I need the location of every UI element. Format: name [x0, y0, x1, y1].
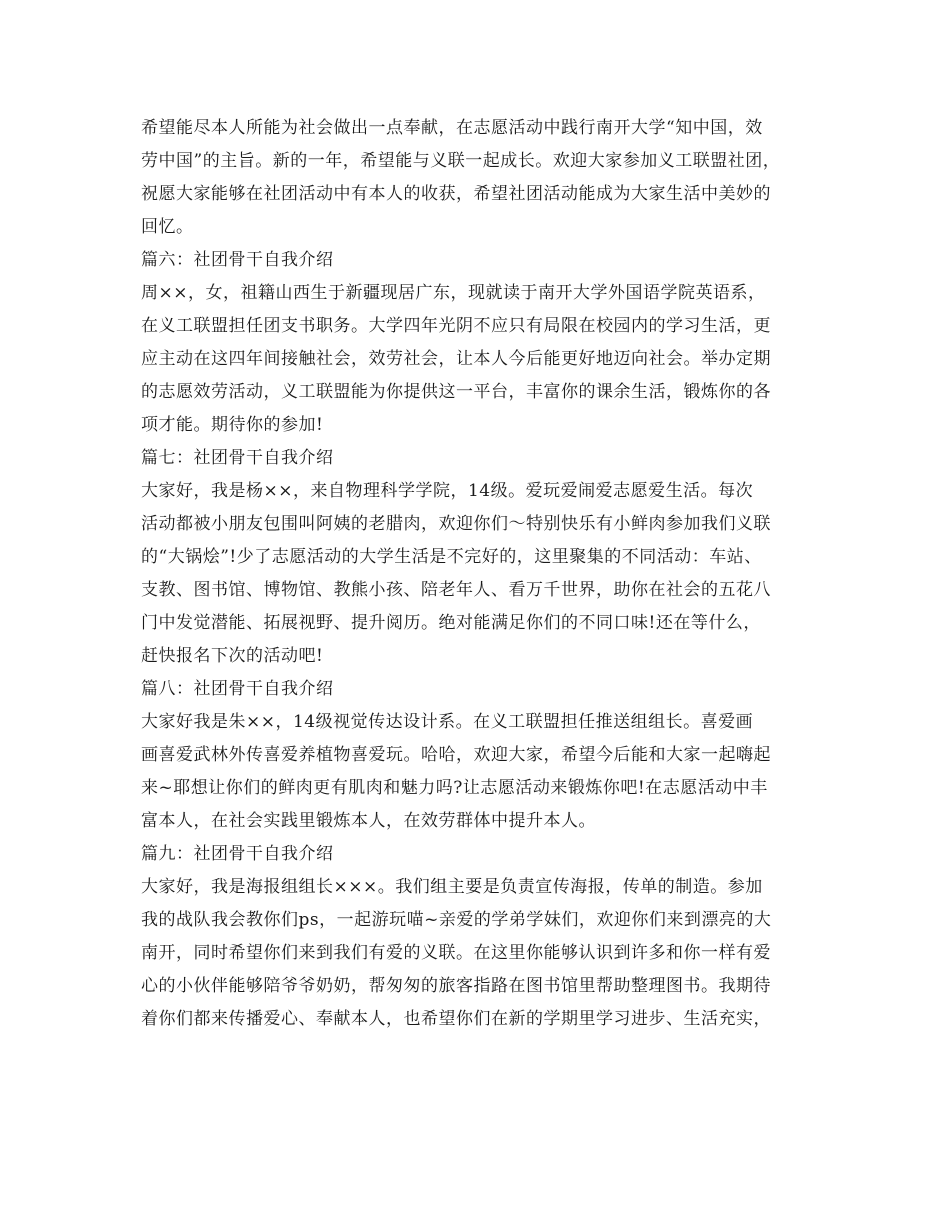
body-text-line: 大家好，我是杨××，来自物理科学学院，14级。爱玩爱闹爱志愿爱生活。每次 [141, 481, 754, 501]
section-heading-6: 篇六：社团骨干自我介绍 [141, 250, 334, 270]
body-text-line: 项才能。期待你的参加! [141, 415, 324, 435]
body-text-line: 心的小伙伴能够陪爷爷奶奶，帮匆匆的旅客指路在图书馆里帮助整理图书。我期待 [141, 976, 771, 996]
body-text-line: 在义工联盟担任团支书职务。大学四年光阴不应只有局限在校园内的学习生活，更 [141, 316, 771, 336]
body-text-line: 富本人，在社会实践里锻炼本人，在效劳群体中提升本人。 [141, 811, 596, 831]
body-text-line: 着你们都来传播爱心、奉献本人，也希望你们在新的学期里学习进步、生活充实， [141, 1009, 771, 1029]
body-text-line: 来~耶想让你们的鲜肉更有肌肉和魅力吗?让志愿活动来锻炼你吧!在志愿活动中丰 [141, 778, 768, 798]
body-text-line: 的“大锅烩”!少了志愿活动的大学生活是不完好的，这里聚集的不同活动：车站、 [141, 547, 762, 567]
section-heading-7: 篇七：社团骨干自我介绍 [141, 448, 334, 468]
body-text-line: 大家好我是朱××，14级视觉传达设计系。在义工联盟担任推送组组长。喜爱画 [141, 712, 754, 732]
section-heading-9: 篇九：社团骨干自我介绍 [141, 844, 334, 864]
body-text-line: 活动都被小朋友包围叫阿姨的老腊肉，欢迎你们～特别快乐有小鲜肉参加我们义联 [141, 514, 771, 534]
body-text-line: 希望能尽本人所能为社会做出一点奉献，在志愿活动中践行南开大学“知中国，效 [141, 118, 763, 138]
body-text-line: 我的战队我会教你们ps，一起游玩喵~亲爱的学弟学妹们，欢迎你们来到漂亮的大 [141, 910, 772, 930]
body-text-line: 南开，同时希望你们来到我们有爱的义联。在这里你能够认识到许多和你一样有爱 [141, 943, 771, 963]
body-text-line: 应主动在这四年间接触社会，效劳社会，让本人今后能更好地迈向社会。举办定期 [141, 349, 771, 369]
body-text-line: 支教、图书馆、博物馆、教熊小孩、陪老年人、看万千世界，助你在社会的五花八 [141, 580, 771, 600]
document-body [141, 112, 821, 1036]
body-text-line: 门中发觉潜能、拓展视野、提升阅历。绝对能满足你们的不同口味!还在等什么， [141, 613, 761, 633]
body-text-line: 大家好，我是海报组组长×××。我们组主要是负责宣传海报，传单的制造。参加 [141, 877, 763, 897]
body-text-line: 回忆。 [141, 217, 194, 237]
section-heading-8: 篇八：社团骨干自我介绍 [141, 679, 334, 699]
body-text-line: 的志愿效劳活动，义工联盟能为你提供这一平台，丰富你的课余生活，锻炼你的各 [141, 382, 771, 402]
body-text-line: 祝愿大家能够在社团活动中有本人的收获，希望社团活动能成为大家生活中美妙的 [141, 184, 771, 204]
body-text-line: 劳中国”的主旨。新的一年，希望能与义联一起成长。欢迎大家参加义工联盟社团， [141, 151, 781, 171]
body-text-line: 周××，女，祖籍山西生于新疆现居广东，现就读于南开大学外国语学院英语系， [141, 283, 766, 303]
body-text-line: 画喜爱武林外传喜爱养植物喜爱玩。哈哈，欢迎大家，希望今后能和大家一起嗨起 [141, 745, 771, 765]
body-text-line: 赶快报名下次的活动吧! [141, 646, 324, 666]
